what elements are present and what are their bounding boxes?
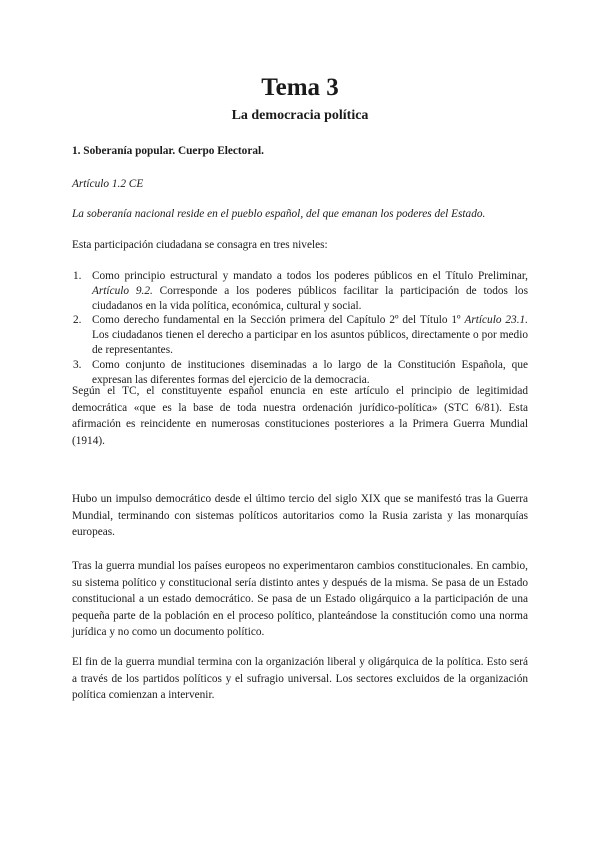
list-item-text: Como principio estructural y mandato a todos los poderes públicos en el Título Preliminar, (92, 270, 528, 282)
list-item-text: Los ciudadanos tienen el derecho a participar en los asuntos públicos, directamente o por medio de representantes. (92, 329, 528, 356)
body-paragraph: El fin de la guerra mundial termina con la organización liberal y oligárquica de la política. Esto será a través de los partidos políticos y el sufragio universal. Los sectores excluidos de la organización política comienzan a intervenir. (72, 656, 528, 701)
body-paragraph: Hubo un impulso democrático desde el último tercio del siglo XIX que se manifestó tras la Guerra Mundial, terminando con sistemas políticos autoritarios como la Rusia zarista y las monarquías europeas. (72, 493, 528, 538)
page-title: Tema 3 (261, 74, 339, 101)
body-paragraph: Según el TC, el constituyente español enuncia en este artículo el principio de legitimidad democrática «que es la base de toda nuestra ordenación jurídico-política» (STC 6/81). Esta afirmación es reincidente en numerosas constituciones posteriores a la Primera Guerra Mundial (1914). (72, 385, 528, 447)
article-quote: La soberanía nacional reside en el pueblo español, del que emanan los poderes del Estado. (72, 208, 486, 220)
levels-list (72, 269, 528, 387)
list-item-article: Artículo 9.2. (92, 284, 153, 297)
list-item-number: 2. (73, 314, 82, 327)
list-item (72, 313, 528, 357)
list-item-number: 1. (73, 270, 82, 282)
body-paragraph: Tras la guerra mundial los países europeos no experimentaron cambios constitucionales. En cambio, su sistema político y constitucional sería distinto antes y después de la misma. Se pasa de un Estado constitucional a un estado democrático. Se pasa de un Estado oligárquico a la participación de una pequeña parte de la población en el proceso político, planteándose la constitución como una norma jurídica y no como un documento político. (72, 560, 528, 638)
list-item-text: Como derecho fundamental en la Sección primera del Capítulo 2º del Título 1º (92, 314, 465, 327)
article-reference: Artículo 1.2 CE (72, 178, 144, 190)
page-subtitle: La democracia política (231, 108, 369, 123)
section-heading: 1. Soberanía popular. Cuerpo Electoral. (72, 145, 264, 157)
list-item-text: Corresponde a los poderes públicos facilitar la participación de todos los ciudadanos en la vida política, económica, cultural y social. (92, 284, 528, 312)
list-item-article: Artículo 23.1. (464, 314, 528, 327)
list-item (72, 269, 528, 313)
list-item-number: 3. (73, 358, 82, 371)
list-item-text: Como conjunto de instituciones diseminadas a lo largo de la Constitución Española, que expresan las diferentes formas del ejercicio de la democracia. (92, 358, 528, 386)
intro-paragraph: Esta participación ciudadana se consagra en tres niveles: (72, 239, 328, 251)
